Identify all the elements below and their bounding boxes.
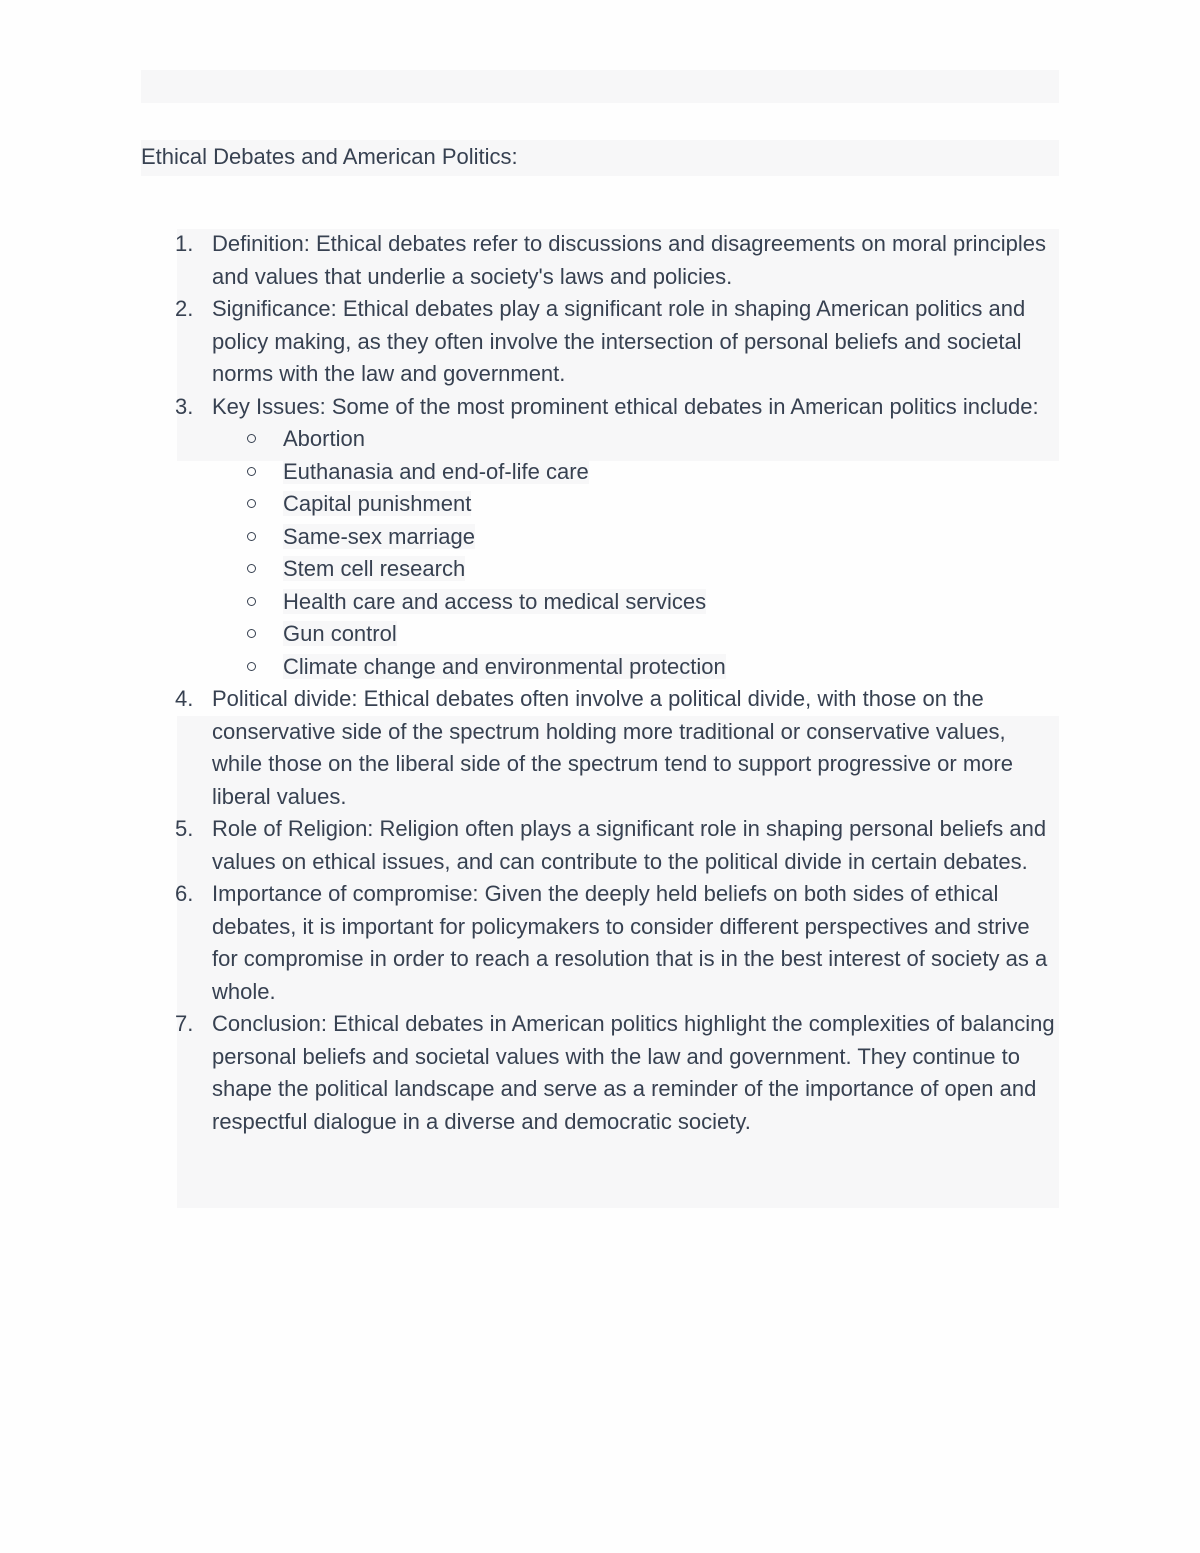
hollow-circle-bullet-icon <box>247 629 256 638</box>
item-number: 1. <box>175 231 194 256</box>
item-text: Importance of compromise: Given the deeply held beliefs on both sides of ethical debates, it is important for policymakers to consider different perspectives and strive for compromise in order to reach a resolution that is in the best interest of society as a whole. <box>212 881 1048 1004</box>
item-number: 2. <box>175 296 194 321</box>
hollow-circle-bullet-icon <box>247 467 256 476</box>
bullet-item <box>212 586 1059 619</box>
hollow-circle-bullet-icon <box>247 499 256 508</box>
list-item <box>141 228 1059 293</box>
bullet-item <box>212 618 1059 651</box>
bullet-item <box>212 553 1059 586</box>
item-number: 5. <box>175 816 194 841</box>
bullet-item <box>212 423 1059 456</box>
sub-bullet-list <box>212 423 1059 683</box>
item-text: Key Issues: Some of the most prominent ethical debates in American politics include: <box>212 393 1039 419</box>
blank-header-band <box>141 70 1059 103</box>
bullet-text: Capital punishment <box>283 491 472 516</box>
bullet-text: Same-sex marriage <box>283 523 475 549</box>
list-item <box>141 878 1059 1008</box>
bullet-text: Stem cell research <box>283 556 466 581</box>
item-text: Role of Religion: Religion often plays a significant role in shaping personal beliefs and values on ethical issues, and can contribute to the political divide in certain debates. <box>212 816 1047 874</box>
bullet-text: Euthanasia and end-of-life care <box>283 458 589 484</box>
item-text: Definition: Ethical debates refer to discussions and disagreements on moral principles and values that underlie a society's laws and policies. <box>212 231 1046 289</box>
item-text: Political divide: Ethical debates often involve a political divide, with those on the conservative side of the spectrum holding more traditional or conservative values, while those on the liberal side of the spectrum tend to support progressive or more liberal values. <box>212 686 1013 809</box>
hollow-circle-bullet-icon <box>247 564 256 573</box>
list-item <box>141 813 1059 878</box>
bullet-text: Abortion <box>283 426 365 451</box>
item-number: 6. <box>175 881 194 906</box>
bullet-text: Gun control <box>283 621 397 646</box>
item-number: 4. <box>175 686 194 711</box>
bullet-text: Health care and access to medical services <box>283 588 707 614</box>
list-item <box>141 293 1059 391</box>
hollow-circle-bullet-icon <box>247 662 256 671</box>
item-number: 3. <box>175 393 194 419</box>
list-item <box>141 391 1059 684</box>
bullet-item <box>212 456 1059 489</box>
hollow-circle-bullet-icon <box>247 532 256 541</box>
item-number: 7. <box>175 1011 194 1036</box>
bullet-item <box>212 521 1059 554</box>
hollow-circle-bullet-icon <box>247 597 256 606</box>
item-text: Conclusion: Ethical debates in American politics highlight the complexities of balancing personal beliefs and societal values with the law and government. They continue to shape the political landscape and serve as a reminder of the importance of open and respectful dialogue in a diverse and democratic society. <box>212 1011 1055 1134</box>
numbered-list <box>141 228 1059 1138</box>
bullet-item <box>212 488 1059 521</box>
item-text: Significance: Ethical debates play a significant role in shaping American politics and policy making, as they often involve the intersection of personal beliefs and societal norms with the law and government. <box>212 296 1026 386</box>
list-item <box>141 1008 1059 1138</box>
bullet-item <box>212 651 1059 684</box>
list-item <box>141 683 1059 813</box>
hollow-circle-bullet-icon <box>247 434 256 443</box>
bullet-text: Climate change and environmental protection <box>283 653 726 679</box>
document-title: Ethical Debates and American Politics: <box>141 144 518 169</box>
